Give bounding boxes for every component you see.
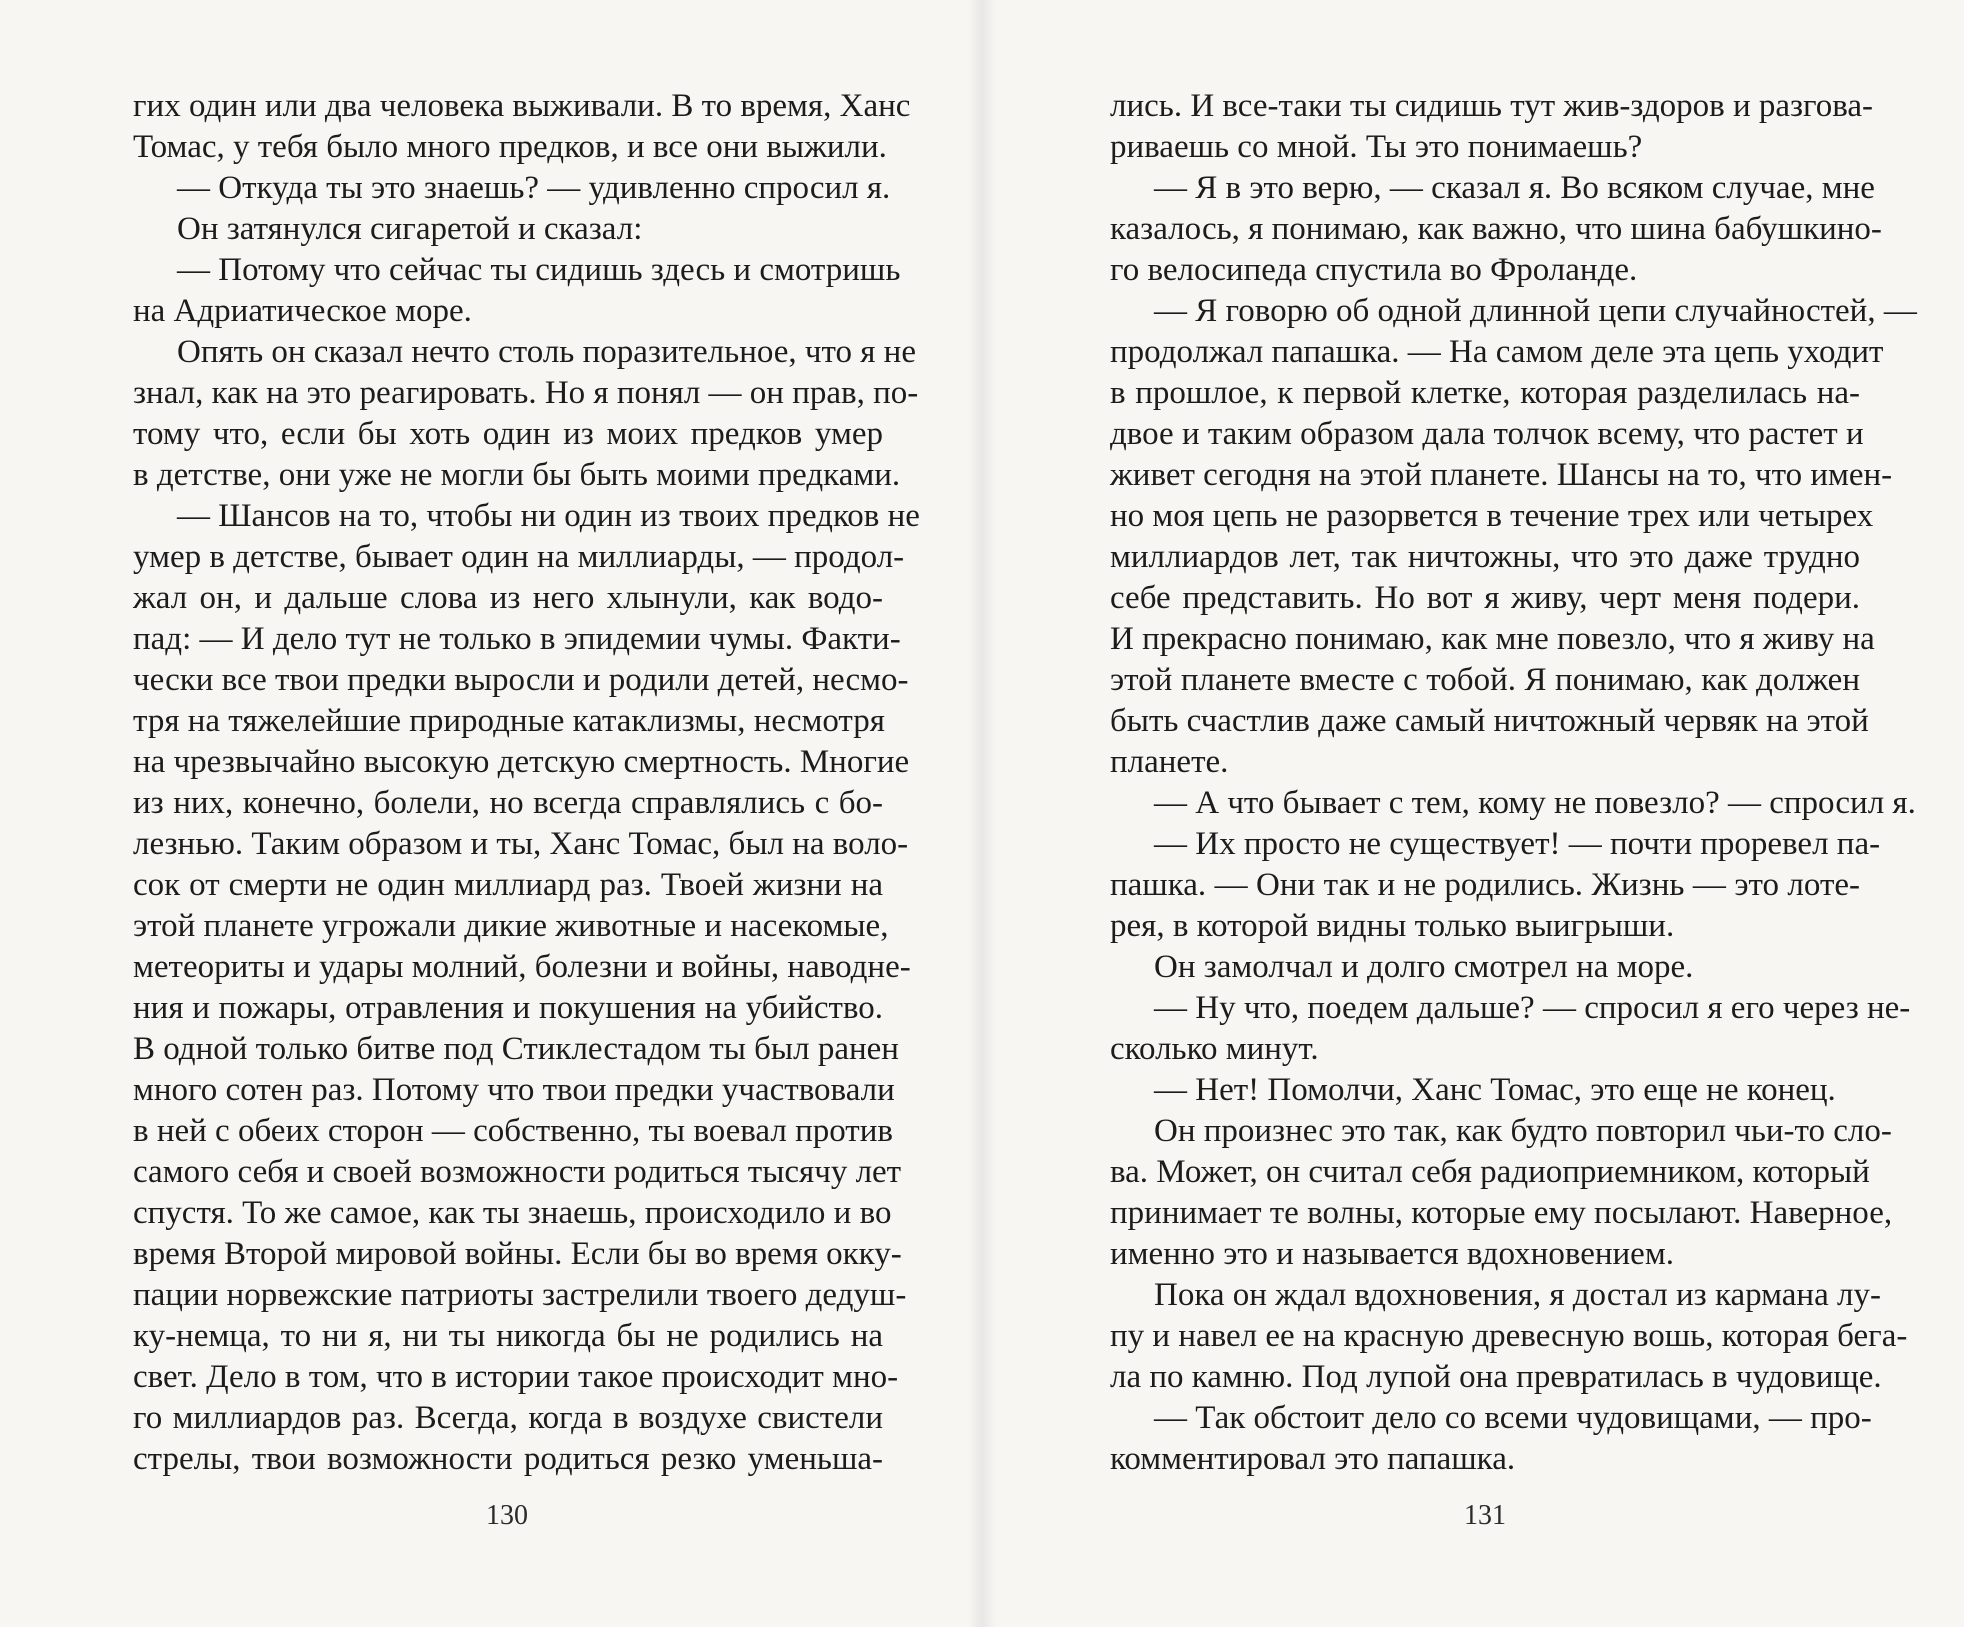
text-line: казалось, я понимаю, как важно, что шина бабушкино-	[1110, 211, 1882, 247]
text-line: — А что бывает с тем, кому не повезло? — спросил я.	[1154, 785, 1916, 821]
text-line: ва. Может, он считал себя радиоприемником, который	[1110, 1154, 1870, 1190]
text-line: сколько минут.	[1110, 1031, 1319, 1067]
text-line: свет. Дело в том, что в истории такое происходит мно-	[133, 1359, 899, 1395]
text-line: жал он, и дальше слова из него хлынули, как водо-	[133, 580, 883, 616]
text-line: Томас, у тебя было много предков, и все они выжили.	[133, 129, 887, 165]
text-line: время Второй мировой войны. Если бы во время окку-	[133, 1236, 902, 1272]
text-line: го миллиардов раз. Всегда, когда в воздухе свистели	[133, 1400, 883, 1436]
text-line: в ней с обеих сторон — собственно, ты воевал против	[133, 1113, 893, 1149]
page-number-left: 130	[486, 1500, 528, 1531]
text-line: в детстве, они уже не могли бы быть моими предками.	[133, 457, 901, 493]
text-line: — Ну что, поедем дальше? — спросил я его через не-	[1154, 990, 1911, 1026]
text-line: комментировал это папашка.	[1110, 1441, 1516, 1477]
text-line: живет сегодня на этой планете. Шансы на то, что имен-	[1110, 457, 1893, 493]
text-line: самого себя и своей возможности родиться тысячу лет	[133, 1154, 902, 1190]
text-line: из них, конечно, болели, но всегда справлялись с бо-	[133, 785, 883, 821]
text-line: лезнью. Таким образом и ты, Ханс Томас, был на воло-	[133, 826, 909, 862]
text-line: метеориты и удары молний, болезни и войны, наводне-	[133, 949, 911, 985]
left-page-text	[133, 86, 920, 1480]
text-line: тря на тяжелейшие природные катаклизмы, несмотря	[133, 703, 885, 739]
text-line: спустя. То же самое, как ты знаешь, происходило и во	[133, 1195, 892, 1231]
text-line: пу и навел ее на красную древесную вошь, которая бега-	[1110, 1318, 1908, 1354]
text-line: тому что, если бы хоть один из моих предков умер	[133, 416, 883, 452]
text-line: — Я в это верю, — сказал я. Во всяком случае, мне	[1154, 170, 1875, 206]
text-line: И прекрасно понимаю, как мне повезло, что я живу на	[1110, 621, 1875, 657]
text-line: себе представить. Но вот я живу, черт меня подери.	[1110, 580, 1860, 616]
text-line: лись. И все-таки ты сидишь тут жив-здоров и разгова-	[1110, 88, 1874, 124]
text-line: Он замолчал и долго смотрел на море.	[1154, 949, 1694, 985]
text-line: этой планете угрожали дикие животные и насекомые,	[133, 908, 889, 944]
right-page-text	[1110, 86, 1917, 1480]
text-line: — Нет! Помолчи, Ханс Томас, это еще не конец.	[1154, 1072, 1836, 1108]
page-number-right: 131	[1464, 1500, 1506, 1531]
text-line: пации норвежские патриоты застрелили твоего дедуш-	[133, 1277, 907, 1313]
text-line: на Адриатическое море.	[133, 293, 472, 329]
text-line: миллиардов лет, так ничтожны, что это даже трудно	[1110, 539, 1860, 575]
text-line: — Их просто не существует! — почти проревел па-	[1154, 826, 1881, 862]
text-line: го велосипеда спустила во Фроланде.	[1110, 252, 1638, 288]
book-gutter	[968, 0, 996, 1627]
text-line: планете.	[1110, 744, 1229, 780]
text-line: Он произнес это так, как будто повторил чьи-то сло-	[1154, 1113, 1892, 1149]
text-line: ку-немца, то ни я, ни ты никогда бы не родились на	[133, 1318, 883, 1354]
text-line: чески все твои предки выросли и родили детей, несмо-	[133, 662, 909, 698]
text-line: продолжал папашка. — На самом деле эта цепь уходит	[1110, 334, 1884, 370]
text-line: — Потому что сейчас ты сидишь здесь и смотришь	[177, 252, 901, 288]
text-line: быть счастлив даже самый ничтожный червяк на этой	[1110, 703, 1869, 739]
text-line: рея, в которой видны только выигрыши.	[1110, 908, 1675, 944]
text-line: сок от смерти не один миллиард раз. Твоей жизни на	[133, 867, 883, 903]
text-line: этой планете вместе с тобой. Я понимаю, как должен	[1110, 662, 1860, 698]
text-line: ния и пожары, отравления и покушения на убийство.	[133, 990, 883, 1026]
text-line: — Откуда ты это знаешь? — удивленно спросил я.	[177, 170, 891, 206]
text-line: в прошлое, к первой клетке, которая разделилась на-	[1110, 375, 1860, 411]
text-line: пад: — И дело тут не только в эпидемии чумы. Факти-	[133, 621, 901, 657]
text-line: Опять он сказал нечто столь поразительное, что я не	[177, 334, 916, 370]
text-line: много сотен раз. Потому что твои предки участвовали	[133, 1072, 895, 1108]
text-line: — Я говорю об одной длинной цепи случайностей, —	[1154, 293, 1917, 329]
text-line: стрелы, твои возможности родиться резко уменьша-	[133, 1441, 883, 1477]
text-line: Он затянулся сигаретой и сказал:	[177, 211, 643, 247]
text-line: умер в детстве, бывает один на миллиарды, — продол-	[133, 539, 905, 575]
right-page	[1110, 86, 1917, 1480]
text-line: Пока он ждал вдохновения, я достал из кармана лу-	[1154, 1277, 1881, 1313]
text-line: двое и таким образом дала толчок всему, что растет и	[1110, 416, 1864, 452]
text-line: ла по камню. Под лупой она превратилась в чудовище.	[1110, 1359, 1882, 1395]
text-line: — Шансов на то, чтобы ни один из твоих предков не	[177, 498, 920, 534]
text-line: но моя цепь не разорвется в течение трех или четырех	[1110, 498, 1874, 534]
text-line: на чрезвычайно высокую детскую смертность. Многие	[133, 744, 910, 780]
text-line: принимает те волны, которые ему посылают. Наверное,	[1110, 1195, 1893, 1231]
text-line: пашка. — Они так и не родились. Жизнь — это лоте-	[1110, 867, 1860, 903]
text-line: знал, как на это реагировать. Но я понял — он прав, по-	[133, 375, 919, 411]
text-line: риваешь со мной. Ты это понимаешь?	[1110, 129, 1643, 165]
text-line: В одной только битве под Стиклестадом ты был ранен	[133, 1031, 899, 1067]
text-line: — Так обстоит дело со всеми чудовищами, — про-	[1154, 1400, 1872, 1436]
left-page	[133, 86, 920, 1480]
text-line: именно это и называется вдохновением.	[1110, 1236, 1674, 1272]
text-line: гих один или два человека выживали. В то время, Ханс	[133, 88, 911, 124]
